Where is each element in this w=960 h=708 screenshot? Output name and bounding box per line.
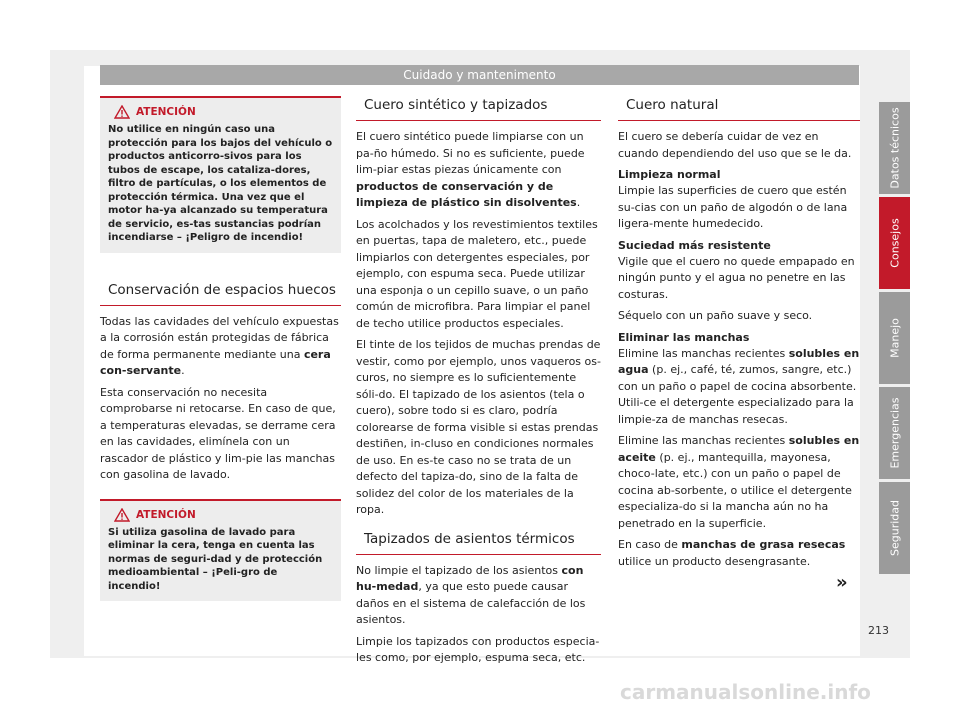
text-run: El cuero sintético puede limpiarse con un pa-ño húmedo. Si no es suficiente, puede lim-piar estas piezas únicamente con — [356, 130, 585, 176]
text-run: Elimine las manchas recientes — [618, 434, 789, 447]
paragraph: Los acolchados y los revestimientos textiles en puertas, tapa de maletero, etc., puede limpiarlos con detergentes especiales, por ejemplo, con espuma seca. Puede utilizar una esponja o un cepillo suave, o un paño común de microfibra. Para limpiar el panel de techo utilice productos especiales. — [356, 217, 598, 330]
paragraph: Séquelo con un paño suave y seco. — [618, 309, 813, 322]
column-middle — [356, 96, 601, 672]
warning-title — [114, 507, 333, 523]
warning-box-2 — [100, 499, 341, 602]
warning-label: ATENCIÓN — [136, 508, 196, 521]
chapter-header: Cuidado y mantenimento — [100, 65, 859, 85]
bold-run: cera con-servante — [100, 347, 331, 377]
tab-label: Consejos — [888, 218, 901, 268]
text-run: En caso de — [618, 538, 682, 551]
warning-text: No utilice en ningún caso una protección para los bajos del vehículo o productos anticorro-sivos para los tubos de escape, los cataliza-dores, filtro de partículas, o los elementos de protección térmica. Una vez que el motor ha-ya alcanzado su temperatura de servicio, es-tas sustancias podrían incendiarse – ¡Peligro de incendio! — [108, 124, 333, 243]
text-run: Todas las cavidades del vehículo expuestas a la corrosión están protegidas de fábrica de forma permanente mediante una — [100, 314, 339, 361]
tab-datos-tecnicos[interactable] — [879, 102, 910, 194]
paragraph: Vigile que el cuero no quede empapado en ningún punto y el agua no penetre en las costuras. — [618, 254, 855, 301]
paragraph: Limpie los tapizados con productos especia-les como, por ejemplo, espuma seca, etc. — [356, 634, 600, 664]
tab-manejo[interactable] — [879, 292, 910, 384]
paragraph — [356, 129, 601, 212]
bold-run: productos de conservación y de limpieza de plástico sin disolventes — [356, 179, 577, 209]
subheading: Suciedad más resistente — [618, 238, 771, 252]
bold-run: manchas de grasa resecas — [681, 538, 846, 551]
warning-title — [114, 104, 333, 120]
section-title-asientos-termicos: Tapizados de asientos térmicos — [356, 530, 601, 555]
text-run: utilice un producto desengrasante. — [618, 554, 811, 568]
paragraph: El tinte de los tejidos de muchas prendas de vestir, como por ejemplo, unos vaqueros os-curos, no siempre es lo suficientemente sóli-do. El tapizado de los asientos (tela o cuero), sobre todo si es claro, podría colorearse de forma visible si estas prendas destiñen, in-cluso en condiciones normales de uso. En es-te caso no se trata de un defecto del tapiza-do, sino de la falta de solidez del color de los materiales de la ropa. — [356, 338, 601, 516]
paragraph — [356, 563, 601, 629]
column-right — [618, 96, 860, 575]
column-left — [100, 96, 341, 601]
subheading: Eliminar las manchas — [618, 330, 750, 344]
tab-seguridad[interactable] — [879, 482, 910, 574]
paragraph: Limpie las superficies de cuero que estén su-cias con un paño de algodón o de lana ligera-mente humedecido. — [618, 184, 848, 230]
tab-label: Datos técnicos — [888, 107, 901, 189]
tab-consejos[interactable] — [879, 197, 910, 289]
bold-run: con hu-medad — [356, 563, 584, 593]
text-run: No limpie el tapizado de los asientos — [356, 563, 562, 577]
paragraph: Esta conservación no necesita comprobarse ni retocarse. En caso de que, a temperaturas elevadas, se derrame cera en las cavidades, elimínela con un rascador de plástico y lim-pie las manchas con gasolina de lavado. — [100, 385, 336, 481]
warning-triangle-icon — [114, 105, 130, 119]
watermark: carmanualsonline.info — [620, 680, 871, 704]
warning-label: ATENCIÓN — [136, 106, 196, 118]
paragraph — [618, 537, 860, 570]
tab-label: Emergencias — [888, 397, 901, 469]
section-title-huecos: Conservación de espacios huecos — [100, 281, 341, 306]
text-run: . — [576, 196, 581, 209]
text-run: . — [181, 364, 185, 377]
continue-arrow-icon: » — [836, 572, 848, 593]
paragraph — [100, 314, 341, 380]
tab-emergencias[interactable] — [879, 387, 910, 479]
section-title-cuero-sintetico: Cuero sintético y tapizados — [356, 96, 601, 121]
paragraph: El cuero se debería cuidar de vez en cuando dependiendo del uso que se le da. — [618, 130, 852, 160]
section-title-cuero-natural: Cuero natural — [618, 96, 860, 121]
text-run: Elimine las manchas recientes — [618, 346, 789, 360]
warning-triangle-icon — [114, 508, 130, 522]
warning-text: Si utiliza gasolina de lavado para eliminar la cera, tenga en cuenta las normas de seguri-dad y de protección medioambiental – ¡Peli-gro de incendio! — [108, 526, 323, 592]
text-run: (p. ej., café, té, zumos, sangre, etc.) con un paño o papel de cocina absorbente. Utili-ce el detergente especializado para la limpie-za de manchas resecas. — [618, 363, 857, 426]
bold-run: solubles en agua — [618, 346, 860, 376]
paragraph — [618, 346, 860, 429]
page-number: 213 — [868, 624, 889, 637]
paragraph — [618, 433, 860, 532]
bold-run: solubles en aceite — [618, 434, 860, 464]
warning-box-1 — [100, 96, 341, 253]
tab-label: Seguridad — [888, 500, 901, 556]
subheading: Limpieza normal — [618, 168, 721, 181]
text-run: , ya que esto puede causar daños en el sistema de calefacción de los asientos. — [356, 580, 586, 626]
chapter-tabs — [879, 102, 910, 577]
tab-label: Manejo — [888, 318, 901, 358]
text-run: (p. ej., mantequilla, mayonesa, choco-late, etc.) con un paño o papel de cocina ab-sorbente, o utilice el detergente especializa-do si la mancha aún no ha penetrado en la superficie. — [618, 450, 852, 530]
